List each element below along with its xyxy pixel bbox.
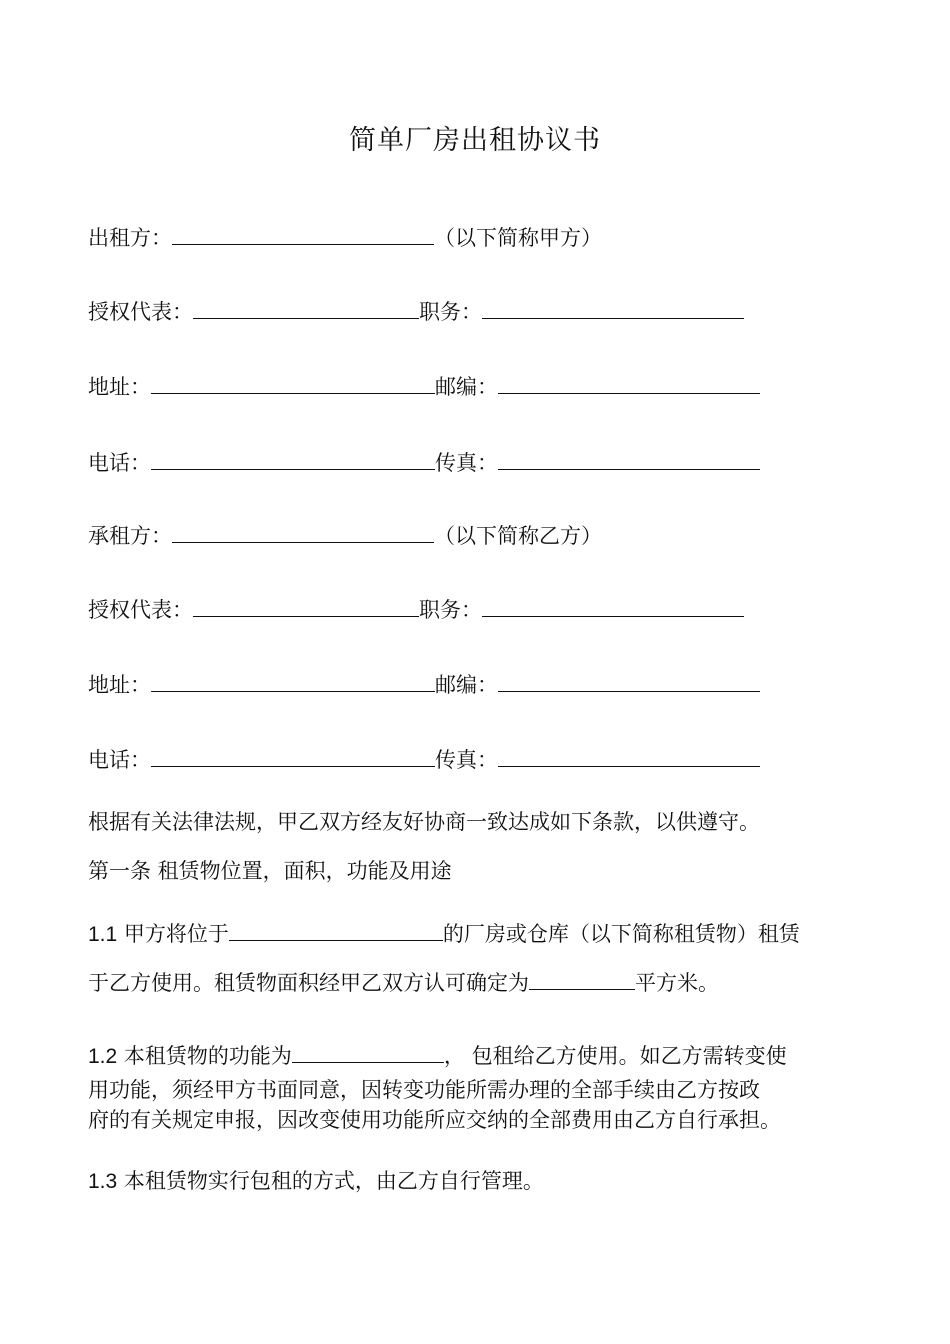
document-title: 简单厂房出租协议书 [349,125,601,156]
lessee-label: 承租方： [88,524,172,548]
clause-1-2-line-2: 用功能，须经甲方书面同意，因转变功能所需办理的全部手续由乙方按政 [88,1078,760,1102]
lessee-addr-label: 地址： [88,673,151,697]
clause-1-1-text-c: 于乙方使用。租赁物面积经甲乙双方认可确定为 [88,971,529,995]
lessee-zip-label: 邮编： [435,673,498,697]
lessor-rep-line [88,296,744,327]
function-blank[interactable] [292,1040,444,1063]
article-1-heading: 第一条 租赁物位置，面积，功能及用途 [88,859,452,883]
lessee-tel-blank[interactable] [151,744,435,767]
lessee-name-blank[interactable] [172,520,434,543]
lessee-tel-label: 电话： [88,748,151,772]
lessee-rep-line [88,594,744,625]
area-blank[interactable] [529,967,635,990]
lessee-fax-blank[interactable] [498,744,760,767]
clause-1-2-text-a: 本租赁物的功能为 [117,1044,292,1068]
clause-1-2-text-b: ， 包租给乙方使用。如乙方需转变使 [443,1044,787,1068]
lessor-suffix: （以下简称甲方） [434,226,602,250]
lessor-title-blank[interactable] [482,296,744,319]
lessor-name-blank[interactable] [172,222,434,245]
lessee-fax-label: 传真： [435,748,498,772]
lessee-addr-blank[interactable] [151,669,435,692]
clause-1-1-line-1 [88,918,800,950]
lessor-fax-label: 传真： [435,451,498,475]
clause-1-1-number: 1.1 [88,923,118,946]
lessee-addr-line [88,669,760,700]
clause-1-3-line [88,1166,544,1197]
lessee-zip-blank[interactable] [498,669,760,692]
lessor-zip-blank[interactable] [498,371,760,394]
lessor-tel-label: 电话： [88,451,151,475]
lessor-rep-blank[interactable] [193,296,419,319]
lessor-line [88,222,602,253]
lessee-suffix: （以下简称乙方） [434,524,602,548]
clause-1-1-line-2 [88,967,719,998]
clause-1-2-number: 1.2 [88,1045,118,1068]
clause-1-3-number: 1.3 [88,1170,118,1193]
lessee-rep-blank[interactable] [193,594,419,617]
lessee-title-blank[interactable] [482,594,744,617]
lessor-tel-blank[interactable] [151,447,435,470]
clause-1-2-line-3: 府的有关规定申报，因改变使用功能所应交纳的全部费用由乙方自行承担。 [88,1108,781,1132]
clause-1-2-line-1 [88,1040,787,1072]
lessee-line [88,520,602,551]
lessee-rep-label: 授权代表： [88,598,193,622]
lessor-addr-line [88,371,760,402]
lessor-title-label: 职务： [419,300,482,324]
clause-1-1-text-d: 平方米。 [635,971,719,995]
clause-1-3-text: 本租赁物实行包租的方式，由乙方自行管理。 [117,1169,544,1193]
location-blank[interactable] [229,918,443,941]
clause-1-1-text-a: 甲方将位于 [117,922,229,946]
lessee-title-label: 职务： [419,598,482,622]
lessor-addr-label: 地址： [88,375,151,399]
lessor-tel-line [88,447,760,478]
lessor-addr-blank[interactable] [151,371,435,394]
lessor-fax-blank[interactable] [498,447,760,470]
lessor-rep-label: 授权代表： [88,300,193,324]
lessor-label: 出租方： [88,226,172,250]
clause-1-1-text-b: 的厂房或仓库（以下简称租赁物）租赁 [442,922,800,946]
intro-paragraph: 根据有关法律法规，甲乙双方经友好协商一致达成如下条款，以供遵守。 [88,810,760,834]
lessee-tel-line [88,744,760,775]
lessor-zip-label: 邮编： [435,375,498,399]
